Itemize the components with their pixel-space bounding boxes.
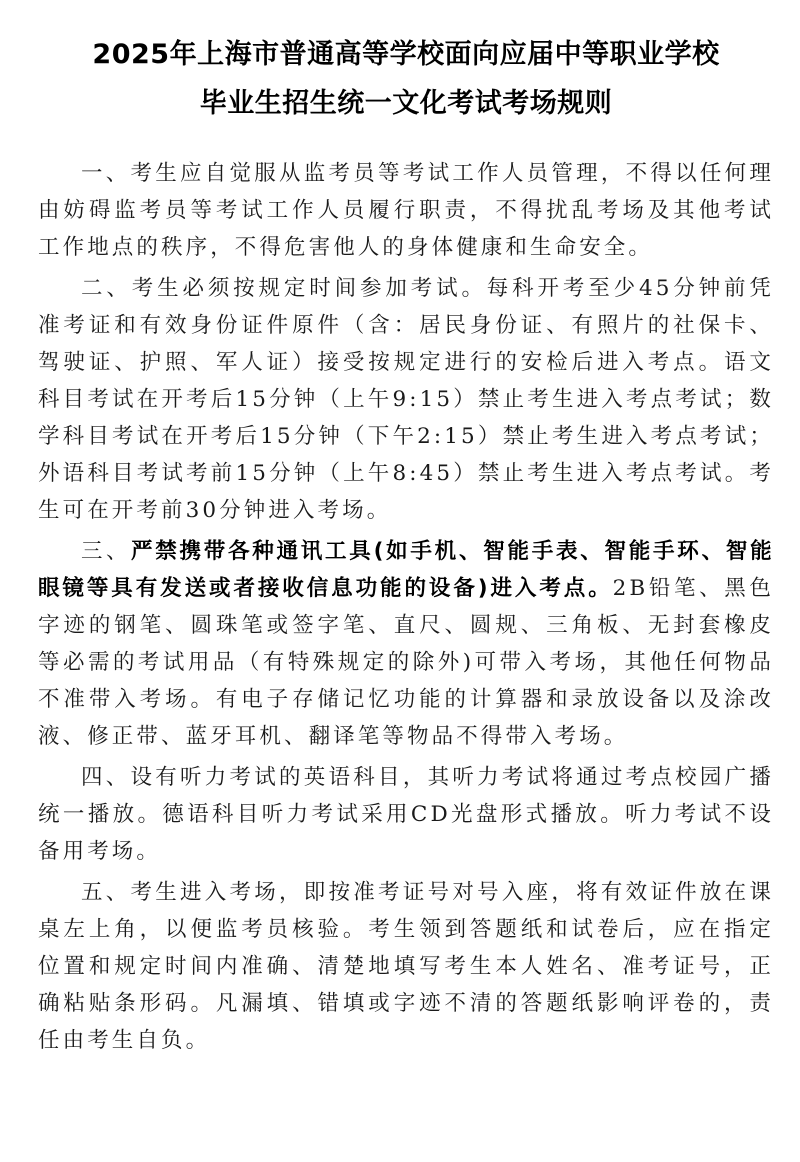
rule-2-paragraph <box>38 270 774 529</box>
rule-3-emphasis: 严禁携带各种通讯工具(如手机、智能手表、智能手环、智能眼镜等具有发送或者接收信息功能的设备)进入考点。 <box>38 539 774 601</box>
rules-body <box>38 155 774 1059</box>
rule-2-text: 二、考生必须按规定时间参加考试。每科开考至少45分钟前凭准考证和有效身份证件原件（含：居民身份证、有照片的社保卡、驾驶证、护照、军人证）接受按规定进行的安检后进入考点。语文科目考试在开考后15分钟（上午9:15）禁止考生进入考点考试；数学科目考试在开考后15分钟（下午2:15）禁止考生进入考点考试；外语科目考试考前15分钟（上午8:45）禁止考生进入考点考试。考生可在开考前30分钟进入考场。 <box>38 276 774 523</box>
rule-1-text: 一、考生应自觉服从监考员等考试工作人员管理，不得以任何理由妨碍监考员等考试工作人员履行职责，不得扰乱考场及其他考试工作地点的秩序，不得危害他人的身体健康和生命安全。 <box>38 161 774 260</box>
rule-1-paragraph <box>38 155 774 266</box>
title-line-2: 毕业生招生统一文化考试考场规则 <box>199 88 613 119</box>
rule-5-paragraph <box>38 874 774 1059</box>
title-line-1: 2025年上海市普通高等学校面向应届中等职业学校 <box>92 39 720 70</box>
rule-3-paragraph <box>38 533 774 755</box>
rule-4-text: 四、设有听力考试的英语科目，其听力考试将通过考点校园广播统一播放。德语科目听力考试采用CD光盘形式播放。听力考试不设备用考场。 <box>38 765 774 864</box>
rule-3-prefix: 三、 <box>81 539 131 564</box>
rule-5-text: 五、考生进入考场，即按准考证号对号入座，将有效证件放在课桌左上角，以便监考员核验。考生领到答题纸和试卷后，应在指定位置和规定时间内准确、清楚地填写考生本人姓名、准考证号，正确粘贴条形码。凡漏填、错填或字迹不清的答题纸影响评卷的，责任由考生自负。 <box>38 880 774 1053</box>
rule-4-paragraph <box>38 759 774 870</box>
document-title <box>38 30 774 128</box>
rule-3-text: 2B铅笔、黑色字迹的钢笔、圆珠笔或签字笔、直尺、圆规、三角板、无封套橡皮等必需的考试用品（有特殊规定的除外)可带入考场，其他任何物品不准带入考场。有电子存储记忆功能的计算器和录放设备以及涂改液、修正带、蓝牙耳机、翻译笔等物品不得带入考场。 <box>38 576 774 749</box>
